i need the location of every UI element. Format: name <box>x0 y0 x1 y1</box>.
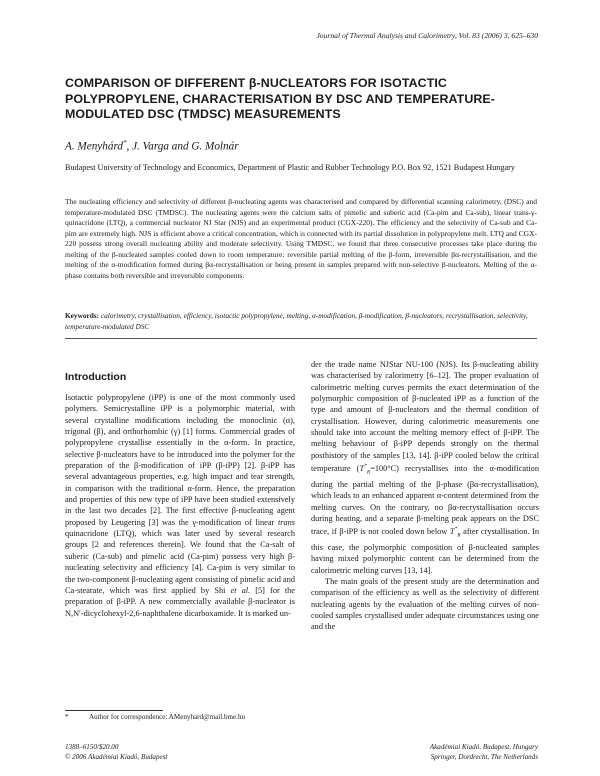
text-run: quinacridone (LTQ), which was later used by several research groups [2 and references therein]. We found that the Ca-salt of suberic (Ca-sub) and pimelic acid (Ca-pim) possess very high β-nucleating selectivity and efficiency [4]. Ca-pim is very similar to the two-component β-nucleating agent consisting of pimelic acid and Ca-stearate, which was first applied by Shi <box>65 529 295 595</box>
footer-left <box>65 743 167 762</box>
footnote-rule <box>65 710 163 711</box>
corresponding-marker: * <box>123 139 127 147</box>
tr-sub: R <box>457 532 461 539</box>
intro-paragraph-cont <box>311 359 539 576</box>
other-authors: , J. Varga and G. Molnár <box>126 140 239 153</box>
tr-letter: T <box>359 463 365 473</box>
publisher-2: Springer, Dordrecht, The Netherlands <box>430 752 538 761</box>
footer-right <box>430 743 538 762</box>
tr-sup: * <box>454 526 458 533</box>
tr-letter: T <box>449 527 455 536</box>
text-run: der the trade name NJStar NU-100 (NJS). Its β-nucleating ability was characterised by calorimetry [6–12]. The proper evaluation of calorimetric melting curves permits the exact determination of the polymorphic composition of β-nucleated iPP as a function of the type and amount of β-nucleators and the thermal condition of crystallisation. However, during calorimetric measurements one should take into account the melting memory effect of β-iPP. The melting behaviour of β-iPP depends strongly on the thermal posthistory of the samples [13, 14]. β-iPP cooled below the critical temperature ( <box>311 360 539 473</box>
intro-paragraph-1 <box>65 392 295 619</box>
tr-sup: * <box>364 463 367 470</box>
paper-title: COMPARISON OF DIFFERENT β-NUCLEATORS FOR ISOTACTIC POLYPROPYLENE, CHARACTERISATION BY DSC AND TEMPERATURE-MODULATED DSC (TMDSC) MEASUREMENTS <box>65 76 496 121</box>
keywords <box>65 311 537 332</box>
text-run: after crystallisation. In this case, the polymorphic composition of β-nucleated samples having mixed polymorphic content can be determined from the calorimetric melting curves [13, 14]. <box>311 527 539 575</box>
copyright: © 2006 Akadémiai Kiadó, Budapest <box>65 752 168 761</box>
first-author: A. Menyhárd <box>65 140 123 153</box>
section-divider <box>65 338 537 339</box>
tr-symbol <box>449 526 461 539</box>
footnote-marker: * <box>65 713 69 721</box>
abstract: The nucleating efficiency and selectivity of different β-nucleating agents was characterised and compared by differential scanning calorimetry, (DSC) and temperature-modulated DSC (TMDSC). The nucleating agents were the calcium salts of pimelic and suberic acid (Ca-pim and Ca-sub), linear trans-γ-quinacridone (LTQ), a commercial nucleator NJ Star (NJS) and an experimental product (CGX-220). The efficiency and the selectivity of Ca-sub and Ca-pim are extremely high. NJS is efficient above a critical concentration, which is connected with its partial dissolution in polypropylene melt. LTQ and CGX-220 possess strong overall nucleating ability and moderate selectivity. Using TMDSC, we found that three consecutive processes take place during the melting of the β-nucleated samples cooled down to room temperature: reversible partial melting of the β-form, irreversible βα-recrystallisation, and the melting of the α-modification formed during βα-recrystallisation or being present in samples prepared with non-selective β-nucleators. Melting of the α-phase contains both reversible and irreversible components. <box>65 197 537 280</box>
right-column <box>311 359 539 633</box>
section-heading: Introduction <box>65 371 127 383</box>
text-run: Isotactic polypropylene (iPP) is one of the most commonly used polymers. Semicrystalline iPP is a polymorphic material, with several crystalline modifications including the monoclinic (α), trigonal (β), and orthorhombic (γ) [1] forms. Commercial grades of polypropylene crystallise essentially in the α-form. In practice, selective β-nucleators have to be introduced into the polymer for the preparation of the β-modification of iPP (β-iPP) [2]. β-iPP has several advantageous properties, e.g. high impact and tear strength, in comparison with the traditional α-form. Hence, the preparation and properties of this new type of iPP have been studied extensively in the last two decades [2]. The first effective β-nucleating agent proposed by Leugering [3] was the γ-modification of linear <box>65 393 295 527</box>
tr-symbol <box>359 463 371 476</box>
left-column <box>65 392 295 619</box>
affiliation: Budapest University of Technology and Economics, Department of Plastic and Rubber Technology P.O. Box 92, 1521 Budapest Hungary <box>65 163 515 172</box>
text-run: =100°C) recrystallises into the α-modification during the partial melting of the β-phase (βα-recrystallisation), which leads to an enhanced apparent α-content determined from the melting curves. On the contrary, no βα-recrystallisation occurs during heating, and a separate β-melting peak appears on the DSC trace, if β-iPP is not cooled down below <box>311 463 539 536</box>
tr-sub: R <box>366 469 371 476</box>
text-run-italic: et al. <box>230 585 251 595</box>
author-list <box>65 139 239 153</box>
journal-header: Journal of Thermal Analysis and Calorimetry, Vol. 83 (2006) 3, 625–630 <box>316 31 538 40</box>
footnote-text: Author for correspondence: AMenyhard@mail.bme.hu <box>89 713 246 721</box>
text-run-italic: trans <box>277 517 295 527</box>
footnote <box>65 713 245 721</box>
text-run: [5] for the preparation of β-iPP. A new commercially available β-nucleator is N,N′-dicyclohexyl-2,6-naphthalene dicarboxamide. It is marked un- <box>65 585 295 618</box>
issn-price: 1388–6150/$20.00 <box>65 743 119 751</box>
keywords-label: Keywords: <box>65 311 100 320</box>
intro-paragraph-2: The main goals of the present study are the determination and comparison of the efficiency as well as the selectivity of different nucleating agents by the evaluation of the melting curves of non-cooled samples crystallised under adequate circumstances using one and the <box>311 577 539 632</box>
publisher-1: Akadémiai Kiadó, Budapest, Hungary <box>429 743 538 751</box>
keywords-list: calorimetry, crystallisation, efficiency, isotactic polypropylene, melting, α-modification, β-modification, β-nucleators, recrystallisation, selectivity, temperature-modulated DSC <box>65 311 528 331</box>
